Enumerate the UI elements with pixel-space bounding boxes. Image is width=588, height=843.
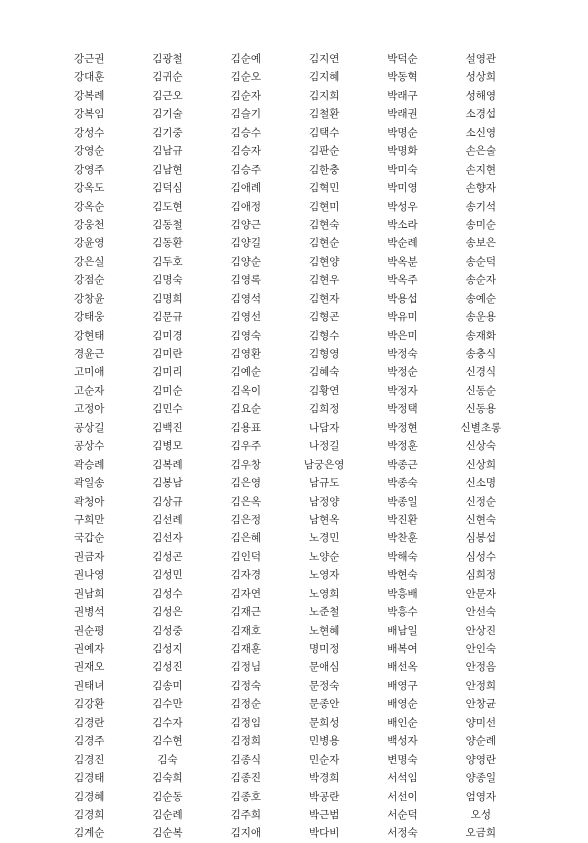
name-cell: 소신영 xyxy=(465,126,497,139)
name-cell: 김덕심 xyxy=(152,182,183,195)
name-cell: 김봉남 xyxy=(152,477,183,490)
name-cell: 김양순 xyxy=(230,255,262,268)
name-cell: 배선옥 xyxy=(387,661,418,674)
name-cell: 김기술 xyxy=(152,108,183,121)
name-cell: 김경진 xyxy=(73,753,105,766)
name-cell: 박미숙 xyxy=(387,163,418,176)
name-cell: 권태녀 xyxy=(73,679,105,692)
name-cell: 서선이 xyxy=(387,790,418,803)
name-cell: 김미리 xyxy=(152,366,183,379)
name-cell: 김주희 xyxy=(230,808,262,821)
name-cell: 노현혜 xyxy=(308,624,340,637)
name-cell: 국갑순 xyxy=(73,532,105,545)
name-cell: 안상진 xyxy=(465,624,497,637)
name-cell: 강복례 xyxy=(73,89,105,102)
name-cell: 김상규 xyxy=(152,495,183,508)
name-cell: 손은술 xyxy=(465,145,497,158)
name-cell: 김혁민 xyxy=(308,182,340,195)
name-cell: 신소명 xyxy=(465,477,497,490)
name-cell: 김정임 xyxy=(230,716,262,729)
name-cell: 김한충 xyxy=(308,163,340,176)
name-cell: 박찬훈 xyxy=(387,532,418,545)
name-cell: 강근권 xyxy=(73,53,105,65)
name-cell: 명미정 xyxy=(308,643,340,655)
name-cell: 송충식 xyxy=(465,348,497,360)
name-cell: 김미경 xyxy=(152,329,183,342)
name-cell: 권남희 xyxy=(73,587,105,600)
name-cell: 강성수 xyxy=(73,126,105,139)
name-cell: 김지희 xyxy=(308,89,340,102)
name-cell: 권재오 xyxy=(73,661,105,674)
name-cell: 김수자 xyxy=(152,716,183,729)
name-cell: 김영선 xyxy=(230,311,262,324)
name-cell: 김정님 xyxy=(230,661,262,674)
name-cell: 강창윤 xyxy=(73,292,105,305)
name-cell: 고미애 xyxy=(73,366,105,379)
name-cell: 김수현 xyxy=(152,735,183,748)
name-cell: 신별초롱 xyxy=(460,421,502,434)
name-cell: 신동용 xyxy=(465,403,497,416)
name-cell: 성해영 xyxy=(465,89,497,102)
name-cell: 박용섭 xyxy=(387,292,418,305)
name-cell: 양영란 xyxy=(465,753,497,766)
name-grid xyxy=(50,50,520,843)
name-cell: 송순덕 xyxy=(465,255,497,268)
name-cell: 박흥수 xyxy=(387,606,418,619)
name-cell: 김지애 xyxy=(230,827,262,840)
name-cell: 김남현 xyxy=(152,163,183,176)
name-cell: 박성우 xyxy=(387,200,418,213)
name-cell: 김지연 xyxy=(308,53,340,65)
name-cell: 강태웅 xyxy=(73,311,105,324)
name-cell: 김현미 xyxy=(308,200,340,213)
name-cell: 김정희 xyxy=(230,735,262,748)
name-cell: 김판순 xyxy=(308,145,340,158)
name-cell: 김영록 xyxy=(230,274,262,287)
name-cell: 김성곤 xyxy=(152,550,183,563)
name-cell: 박현숙 xyxy=(387,569,418,582)
name-cell: 박경희 xyxy=(308,772,340,785)
name-cell: 신동순 xyxy=(465,384,497,397)
name-cell: 김명숙 xyxy=(152,274,183,287)
name-cell: 김자경 xyxy=(230,569,262,582)
name-cell: 남현옥 xyxy=(308,513,340,526)
name-cell: 김수만 xyxy=(152,698,183,711)
name-cell: 김용표 xyxy=(230,421,262,434)
name-cell: 김양길 xyxy=(230,237,262,250)
name-cell: 손지현 xyxy=(465,163,497,176)
name-cell: 김철환 xyxy=(308,108,340,121)
name-cell: 양미선 xyxy=(465,716,497,729)
name-cell: 김경혜 xyxy=(73,790,105,803)
name-cell: 공상길 xyxy=(73,421,105,434)
name-cell: 노준철 xyxy=(308,606,340,619)
name-cell: 서정숙 xyxy=(387,827,418,840)
name-cell: 양종일 xyxy=(465,772,497,785)
name-cell: 김영환 xyxy=(230,348,262,360)
name-cell: 배인순 xyxy=(387,716,418,729)
name-cell: 권예자 xyxy=(73,643,105,655)
name-cell: 김송미 xyxy=(152,679,183,692)
name-cell: 김동환 xyxy=(152,237,183,250)
name-cell: 강웅천 xyxy=(73,218,105,231)
name-cell: 박덕순 xyxy=(387,53,418,65)
name-cell: 김경희 xyxy=(73,808,105,821)
name-cell: 엄영자 xyxy=(465,790,497,803)
name-cell: 박종근 xyxy=(387,458,418,471)
name-cell: 김종식 xyxy=(230,753,262,766)
name-cell: 김승자 xyxy=(230,145,262,158)
name-cell: 김은혜 xyxy=(230,532,262,545)
name-cell: 안정음 xyxy=(465,661,497,674)
name-cell: 김재훈 xyxy=(230,643,262,655)
name-cell: 심희정 xyxy=(465,569,497,582)
name-cell: 강영주 xyxy=(73,163,105,176)
name-cell: 경윤근 xyxy=(73,348,105,360)
name-cell: 서석임 xyxy=(387,772,418,785)
name-cell: 김순예 xyxy=(230,53,262,65)
name-cell: 박미영 xyxy=(387,182,418,195)
name-cell: 박종숙 xyxy=(387,477,418,490)
name-cell: 김영숙 xyxy=(230,329,262,342)
name-cell: 박순례 xyxy=(387,237,418,250)
name-cell: 김성민 xyxy=(152,569,183,582)
name-cell: 김현숙 xyxy=(308,218,340,231)
name-cell: 박정현 xyxy=(387,421,418,434)
name-cell: 백성자 xyxy=(387,735,418,748)
name-cell: 송예순 xyxy=(465,292,497,305)
name-cell: 안인숙 xyxy=(465,643,497,655)
name-cell: 김복례 xyxy=(152,458,183,471)
name-cell: 강현태 xyxy=(73,329,105,342)
name-cell: 노경민 xyxy=(308,532,340,545)
name-cell: 김택수 xyxy=(308,126,340,139)
name-cell: 박래권 xyxy=(387,108,418,121)
name-cell: 김재호 xyxy=(230,624,262,637)
name-cell: 김승주 xyxy=(230,163,262,176)
name-cell: 김종호 xyxy=(230,790,262,803)
name-cell: 김종진 xyxy=(230,772,262,785)
name-cell: 구희만 xyxy=(73,513,105,526)
name-cell: 배영순 xyxy=(387,698,418,711)
name-cell: 권순평 xyxy=(73,624,105,637)
name-cell: 민순자 xyxy=(308,753,340,766)
name-cell: 김현자 xyxy=(308,292,340,305)
name-cell: 송재화 xyxy=(465,329,497,342)
name-cell: 김정순 xyxy=(230,698,262,711)
name-cell: 김양근 xyxy=(230,218,262,231)
name-cell: 김순오 xyxy=(230,71,262,84)
name-cell: 김순동 xyxy=(152,790,183,803)
name-cell: 배복여 xyxy=(387,643,418,655)
name-cell: 김민수 xyxy=(152,403,183,416)
name-cell: 박소라 xyxy=(387,218,418,231)
name-cell: 신상숙 xyxy=(465,440,497,453)
name-cell: 송미순 xyxy=(465,218,497,231)
name-cell: 양순례 xyxy=(465,735,497,748)
name-cell: 곽승례 xyxy=(73,458,105,471)
name-cell: 박옥분 xyxy=(387,255,418,268)
name-cell: 김백진 xyxy=(152,421,183,434)
name-cell: 배영구 xyxy=(387,679,418,692)
name-cell: 박옥주 xyxy=(387,274,418,287)
name-cell: 송운용 xyxy=(465,311,497,324)
name-cell: 김희정 xyxy=(308,403,340,416)
name-cell: 김은영 xyxy=(230,477,262,490)
name-cell: 김문규 xyxy=(152,311,183,324)
name-cell: 강윤영 xyxy=(73,237,105,250)
name-cell: 김계순 xyxy=(73,827,105,840)
name-cell: 신경식 xyxy=(465,366,497,379)
name-cell: 김미란 xyxy=(152,348,183,360)
name-cell: 송순자 xyxy=(465,274,497,287)
name-cell: 김형곤 xyxy=(308,311,340,324)
name-cell: 김귀순 xyxy=(152,71,183,84)
name-cell: 김예순 xyxy=(230,366,262,379)
name-cell: 김순례 xyxy=(152,808,183,821)
name-cell: 김은옥 xyxy=(230,495,262,508)
name-cell: 박해숙 xyxy=(387,550,418,563)
name-cell: 김숙 xyxy=(157,753,178,766)
name-cell: 남규도 xyxy=(308,477,340,490)
name-cell: 안창균 xyxy=(465,698,497,711)
name-cell: 문희성 xyxy=(308,716,340,729)
name-cell: 박명순 xyxy=(387,126,418,139)
name-cell: 김동철 xyxy=(152,218,183,231)
name-cell: 노영자 xyxy=(308,569,340,582)
name-cell: 고순자 xyxy=(73,384,105,397)
name-cell: 문종안 xyxy=(308,698,340,711)
name-cell: 김자연 xyxy=(230,587,262,600)
name-cell: 송기석 xyxy=(465,200,497,213)
name-cell: 김애정 xyxy=(230,200,262,213)
name-cell: 김두호 xyxy=(152,255,183,268)
name-cell: 김우창 xyxy=(230,458,262,471)
name-cell: 김선자 xyxy=(152,532,183,545)
name-cell: 박정택 xyxy=(387,403,418,416)
name-cell: 박정자 xyxy=(387,384,418,397)
name-cell: 김병모 xyxy=(152,440,183,453)
name-cell: 민병용 xyxy=(308,735,340,748)
name-cell: 김광철 xyxy=(152,53,183,65)
name-cell: 김경란 xyxy=(73,716,105,729)
name-cell: 강영순 xyxy=(73,145,105,158)
name-cell: 공상수 xyxy=(73,440,105,453)
name-cell: 문애심 xyxy=(308,661,340,674)
name-cell: 김경주 xyxy=(73,735,105,748)
name-cell: 신현숙 xyxy=(465,513,497,526)
name-cell: 권나영 xyxy=(73,569,105,582)
name-cell: 나담자 xyxy=(308,421,340,434)
name-cell: 김현우 xyxy=(308,274,340,287)
name-cell: 김혜숙 xyxy=(308,366,340,379)
name-cell: 박공란 xyxy=(308,790,340,803)
name-cell: 안문자 xyxy=(465,587,497,600)
name-cell: 박명화 xyxy=(387,145,418,158)
name-cell: 강복임 xyxy=(73,108,105,121)
name-cell: 박진환 xyxy=(387,513,418,526)
name-cell: 심성수 xyxy=(465,550,497,563)
name-cell: 소경섭 xyxy=(465,108,497,121)
name-cell: 김은정 xyxy=(230,513,262,526)
name-cell: 박다비 xyxy=(308,827,340,840)
name-cell: 배남일 xyxy=(387,624,418,637)
name-cell: 김슬기 xyxy=(230,108,262,121)
name-cell: 박동혁 xyxy=(387,71,418,84)
name-cell: 김명희 xyxy=(152,292,183,305)
name-cell: 권병석 xyxy=(73,606,105,619)
name-cell: 박래구 xyxy=(387,89,418,102)
name-cell: 강점순 xyxy=(73,274,105,287)
name-cell: 김남규 xyxy=(152,145,183,158)
name-cell: 문정숙 xyxy=(308,679,340,692)
name-cell: 김재근 xyxy=(230,606,262,619)
name-cell: 노양순 xyxy=(308,550,340,563)
name-cell: 김지혜 xyxy=(308,71,340,84)
name-cell: 고정아 xyxy=(73,403,105,416)
name-cell: 성상희 xyxy=(465,71,497,84)
name-cell: 김강환 xyxy=(73,698,105,711)
name-cell: 박은미 xyxy=(387,329,418,342)
name-cell: 김형수 xyxy=(308,329,340,342)
name-cell: 변명숙 xyxy=(387,753,418,766)
name-cell: 김순자 xyxy=(230,89,262,102)
name-cell: 김성수 xyxy=(152,587,183,600)
name-cell: 박유미 xyxy=(387,311,418,324)
name-cell: 신정순 xyxy=(465,495,497,508)
name-cell: 박정숙 xyxy=(387,348,418,360)
name-cell: 안선숙 xyxy=(465,606,497,619)
name-cell: 김성지 xyxy=(152,643,183,655)
name-cell: 김현양 xyxy=(308,255,340,268)
name-cell: 김성은 xyxy=(152,606,183,619)
name-cell: 강은실 xyxy=(73,255,105,268)
name-cell: 나정길 xyxy=(308,440,340,453)
name-cell: 김미순 xyxy=(152,384,183,397)
name-cell: 김성진 xyxy=(152,661,183,674)
name-cell: 박흥배 xyxy=(387,587,418,600)
name-cell: 설영관 xyxy=(465,53,497,65)
name-cell: 안정희 xyxy=(465,679,497,692)
name-cell: 김영석 xyxy=(230,292,262,305)
name-cell: 박정훈 xyxy=(387,440,418,453)
name-cell: 김정숙 xyxy=(230,679,262,692)
name-cell: 김근오 xyxy=(152,89,183,102)
name-cell: 김인덕 xyxy=(230,550,262,563)
name-cell: 김승수 xyxy=(230,126,262,139)
name-cell: 박근범 xyxy=(308,808,340,821)
name-cell: 곽일송 xyxy=(73,477,105,490)
name-cell: 송보은 xyxy=(465,237,497,250)
name-cell: 오금희 xyxy=(465,827,497,840)
name-cell: 권금자 xyxy=(73,550,105,563)
name-cell: 곽청아 xyxy=(73,495,105,508)
name-cell: 김순복 xyxy=(152,827,183,840)
name-cell: 손향자 xyxy=(465,182,497,195)
name-cell: 남궁은영 xyxy=(303,458,345,471)
name-cell: 김황연 xyxy=(308,384,340,397)
name-cell: 박정순 xyxy=(387,366,418,379)
name-cell: 노영희 xyxy=(308,587,340,600)
name-cell: 김우주 xyxy=(230,440,262,453)
name-cell: 강옥순 xyxy=(73,200,105,213)
name-cell: 김성중 xyxy=(152,624,183,637)
name-cell: 김현순 xyxy=(308,237,340,250)
name-cell: 신상희 xyxy=(465,458,497,471)
name-cell: 김옥이 xyxy=(230,384,262,397)
name-cell: 김선례 xyxy=(152,513,183,526)
name-cell: 강대훈 xyxy=(73,71,105,84)
name-cell: 김애례 xyxy=(230,182,262,195)
name-cell: 심봉섭 xyxy=(465,532,497,545)
name-cell: 김기중 xyxy=(152,126,183,139)
name-cell: 김요순 xyxy=(230,403,262,416)
name-cell: 박종일 xyxy=(387,495,418,508)
name-cell: 김경태 xyxy=(73,772,105,785)
name-cell: 김형영 xyxy=(308,348,340,360)
name-cell: 서순덕 xyxy=(387,808,418,821)
name-cell: 김도현 xyxy=(152,200,183,213)
name-cell: 오성 xyxy=(470,808,491,821)
name-cell: 강옥도 xyxy=(73,182,105,195)
name-cell: 남정양 xyxy=(308,495,340,508)
name-cell: 김숙희 xyxy=(152,772,183,785)
